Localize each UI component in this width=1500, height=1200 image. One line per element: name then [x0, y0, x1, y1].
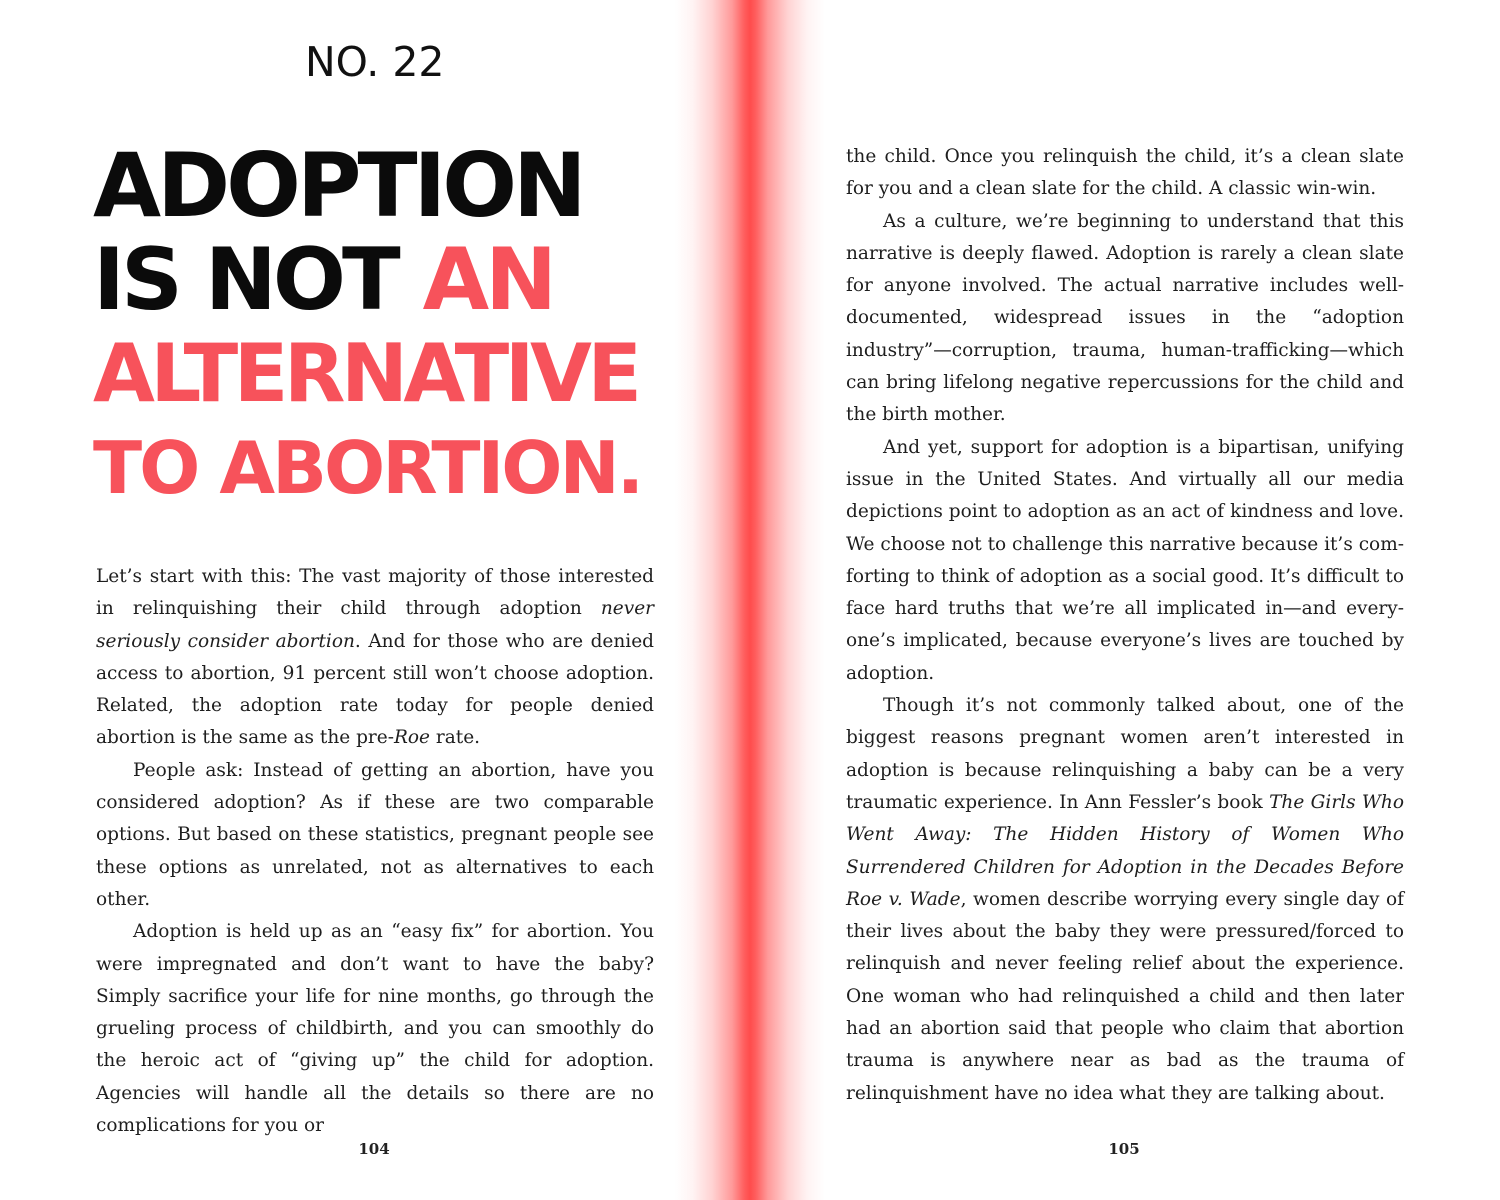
body-paragraph: And yet, support for adoption is a bipartisan, unifying issue in the United States. And virtually all our media depictions point to adoption as an act of kindness and love. We choose not to challenge this narrative because it’s comforting to think of adoption as a social good. It’s difficult to face hard truths that we’re all implicated in—and everyone’s implicated, because everyone’s lives are touched by adoption.	[846, 436, 1404, 684]
center-gutter	[675, 0, 825, 1200]
body-paragraph: Adoption is held up as an “easy fix” for abortion. You were impregnated and don’t want to have the baby? Simply sacrifice your life for nine months, go through the grueling process of childbirth, and you can smoothly do the heroic act of “giving up” the child for adoption. Agencies will handle all the details so there are no complications for you or	[96, 921, 654, 1137]
body-paragraph: the child. Once you relinquish the child, it’s a clean slate for you and a clean slate for the child. A classic win-win.	[846, 146, 1404, 200]
page-number-left: 104	[358, 1140, 390, 1158]
body-paragraph: As a culture, we’re beginning to understand that this narrative is deeply flawed. Adoption is rarely a clean slate for anyone involved. The actual narrative includes well-documented, widespread issues in the “adoption industry”—corruption, trauma, human-trafficking—which can bring lifelong negative repercussions for the child and the birth mother.	[846, 210, 1404, 426]
text-run: , women describe worrying every single day of their lives about the baby they were pressured/forced to relinquish and never feeling relief about the experience. One woman who had relinquished a child and then later had an abortion said that people who claim that abortion trauma is anywhere near as bad as the trauma of relinquishment have no idea what they are talking about.	[846, 888, 1404, 1104]
headline-line-2-black: IS NOT	[93, 230, 423, 330]
text-run: Let’s start with this: The vast majority of those interested in relinquishing their child through adoption	[96, 566, 654, 620]
headline-line-2-red: AN	[422, 230, 554, 330]
headline-line-1: ADOPTION	[93, 134, 583, 237]
page-number-right: 105	[1108, 1140, 1140, 1158]
text-run: . And for those who are denied access to abortion, 91 percent still won’t choose adoption. Related, the adoption rate today for people denied abortion is the same as the pre-	[96, 630, 654, 749]
body-paragraph	[96, 561, 654, 755]
chapter-number: NO. 22	[305, 38, 445, 86]
chapter-headline	[93, 134, 663, 515]
italic-run: never seriously consider abortion	[96, 598, 654, 652]
right-page-body	[846, 141, 1404, 1110]
headline-line-4: TO ABORTION.	[93, 426, 642, 510]
headline-line-3: ALTERNATIVE	[93, 327, 638, 420]
text-run: rate.	[430, 727, 481, 749]
body-paragraph: People ask: Instead of getting an abortion, have you considered adoption? As if these are two comparable options. But based on these statistics, pregnant people see these options as unrelated, not as alternatives to each other.	[96, 759, 654, 910]
text-run: Though it’s not commonly talked about, one of the biggest reasons pregnant women aren’t interested in adoption is because relinquishing a baby can be a very traumatic experience. In Ann Fessler’s book	[846, 695, 1404, 813]
italic-run: The Girls Who Went Away: The Hidden History of Women Who Surrendered Children for Adoption in the Decades Before Roe v. Wade	[846, 791, 1404, 910]
headline-line-2	[93, 230, 663, 330]
body-paragraph	[846, 690, 1404, 1110]
italic-run: Roe	[393, 727, 430, 749]
left-page-body	[96, 561, 654, 1142]
